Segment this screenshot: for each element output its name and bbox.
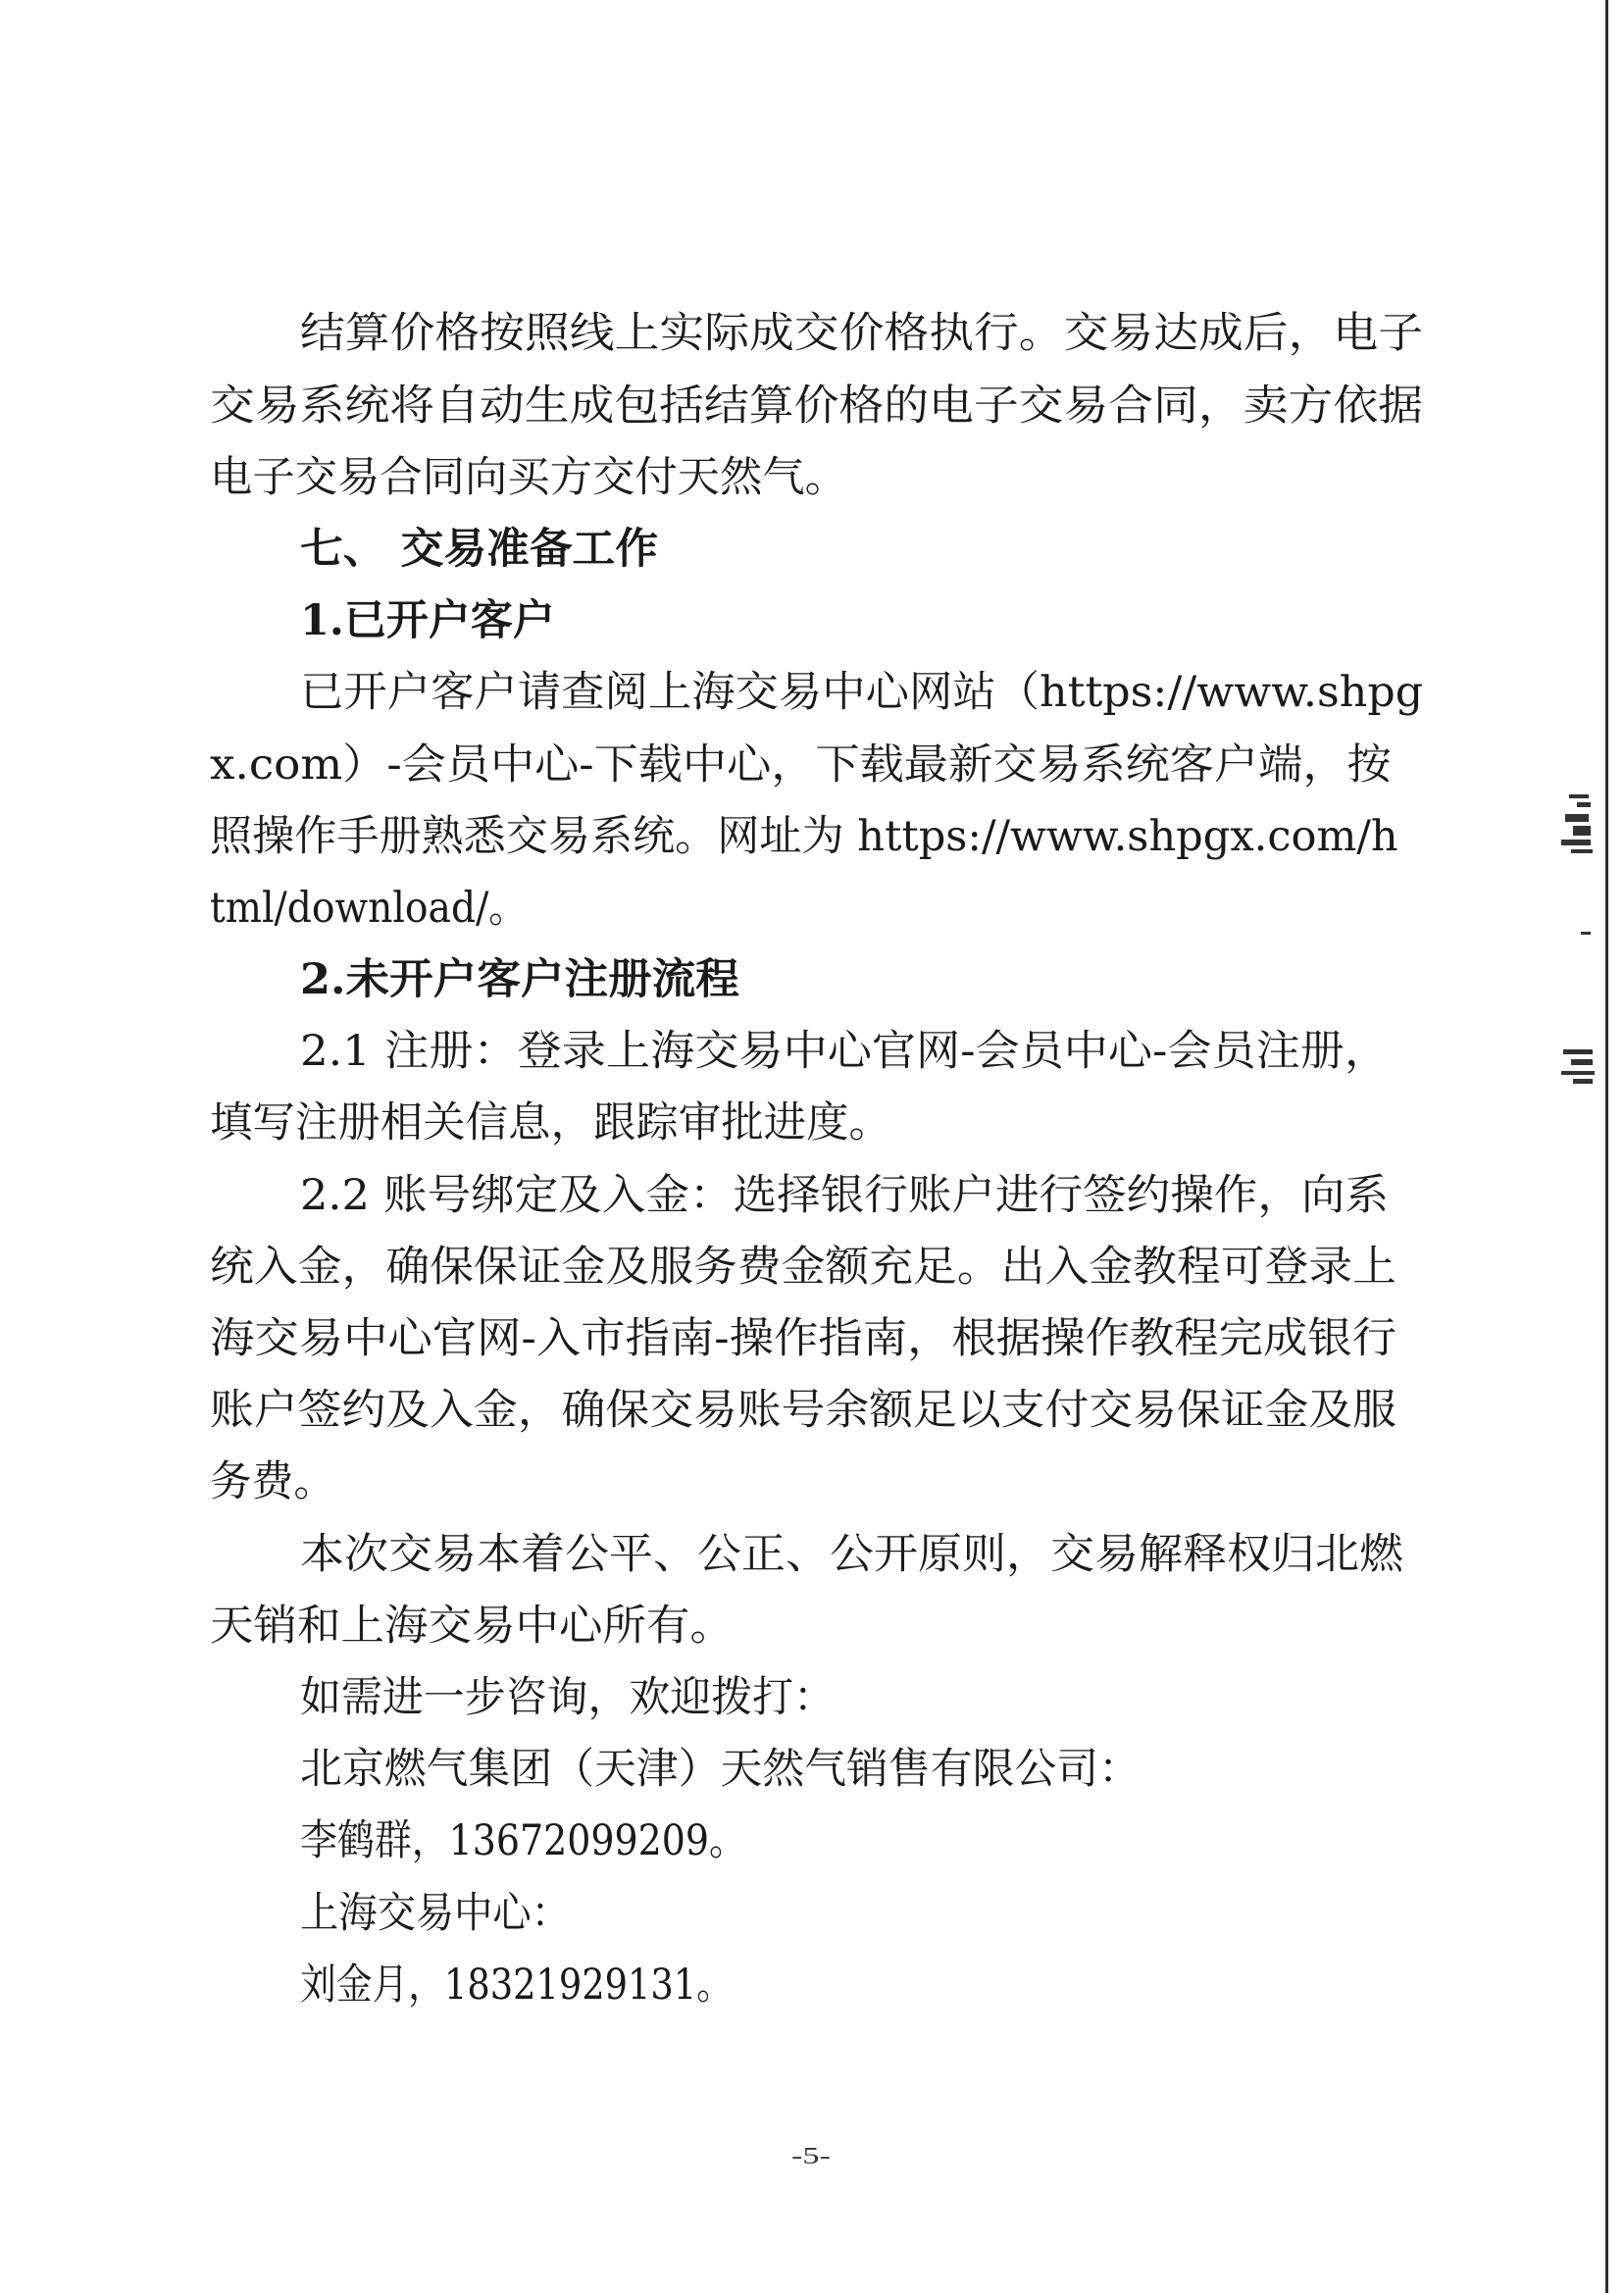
text-line: 照操作手册熟悉交易系统。网址为 https://www.shpgx.com/h (210, 812, 1398, 861)
text-line: 2.2 账号绑定及入金：选择银行账户进行签约操作，向系 (300, 1171, 1390, 1220)
text-line: 海交易中心官网-入市指南-操作指南，根据操作教程完成银行 (210, 1314, 1397, 1363)
text-line: 李鹤群，13672099209。 (300, 1816, 746, 1865)
seal-stamp-fragment (1557, 785, 1604, 1108)
text-line: 电子交易合同向买方交付天然气。 (210, 453, 847, 502)
text-line: 本次交易本着公平、公正、公开原则，交易解释权归北燃 (300, 1530, 1403, 1579)
text-line: 已开户客户请查阅上海交易中心网站（https://www.shpg (300, 668, 1424, 717)
text-line: 上海交易中心： (300, 1889, 570, 1938)
scan-edge-line (1605, 0, 1608, 2293)
text-line: 账户签约及入金，确保交易账号余额足以支付交易保证金及服 (210, 1386, 1396, 1435)
text-line: 北京燃气集团（天津）天然气销售有限公司： (300, 1745, 1141, 1794)
text-line: 2.1 注册：登录上海交易中心官网-会员中心-会员注册， (300, 1027, 1390, 1076)
text-line: x.com）-会员中心-下载中心，下载最新交易系统客户端，按 (210, 740, 1392, 790)
text-line: 天销和上海交易中心所有。 (210, 1602, 734, 1651)
text-line: 统入金，确保保证金及服务费金额充足。出入金教程可登录上 (210, 1243, 1396, 1292)
page-number: -5- (791, 2144, 831, 2169)
text-line: 务费。 (210, 1457, 335, 1506)
subsection-heading: 1.已开户客户 (300, 596, 555, 645)
section-heading: 七、 交易准备工作 (300, 525, 658, 574)
text-line: tml/download/。 (210, 884, 528, 933)
text-line: 交易系统将自动生成包括结算价格的电子交易合同，卖方依据 (210, 382, 1423, 431)
text-line: 结算价格按照线上实际成交价格执行。交易达成后，电子 (300, 309, 1423, 358)
text-line: 刘金月，18321929131。 (300, 1961, 733, 2010)
text-line: 填写注册相关信息，跟踪审批进度。 (210, 1098, 891, 1147)
text-line: 如需进一步咨询，欢迎拨打： (300, 1673, 835, 1722)
subsection-heading: 2.未开户客户注册流程 (300, 955, 739, 1004)
